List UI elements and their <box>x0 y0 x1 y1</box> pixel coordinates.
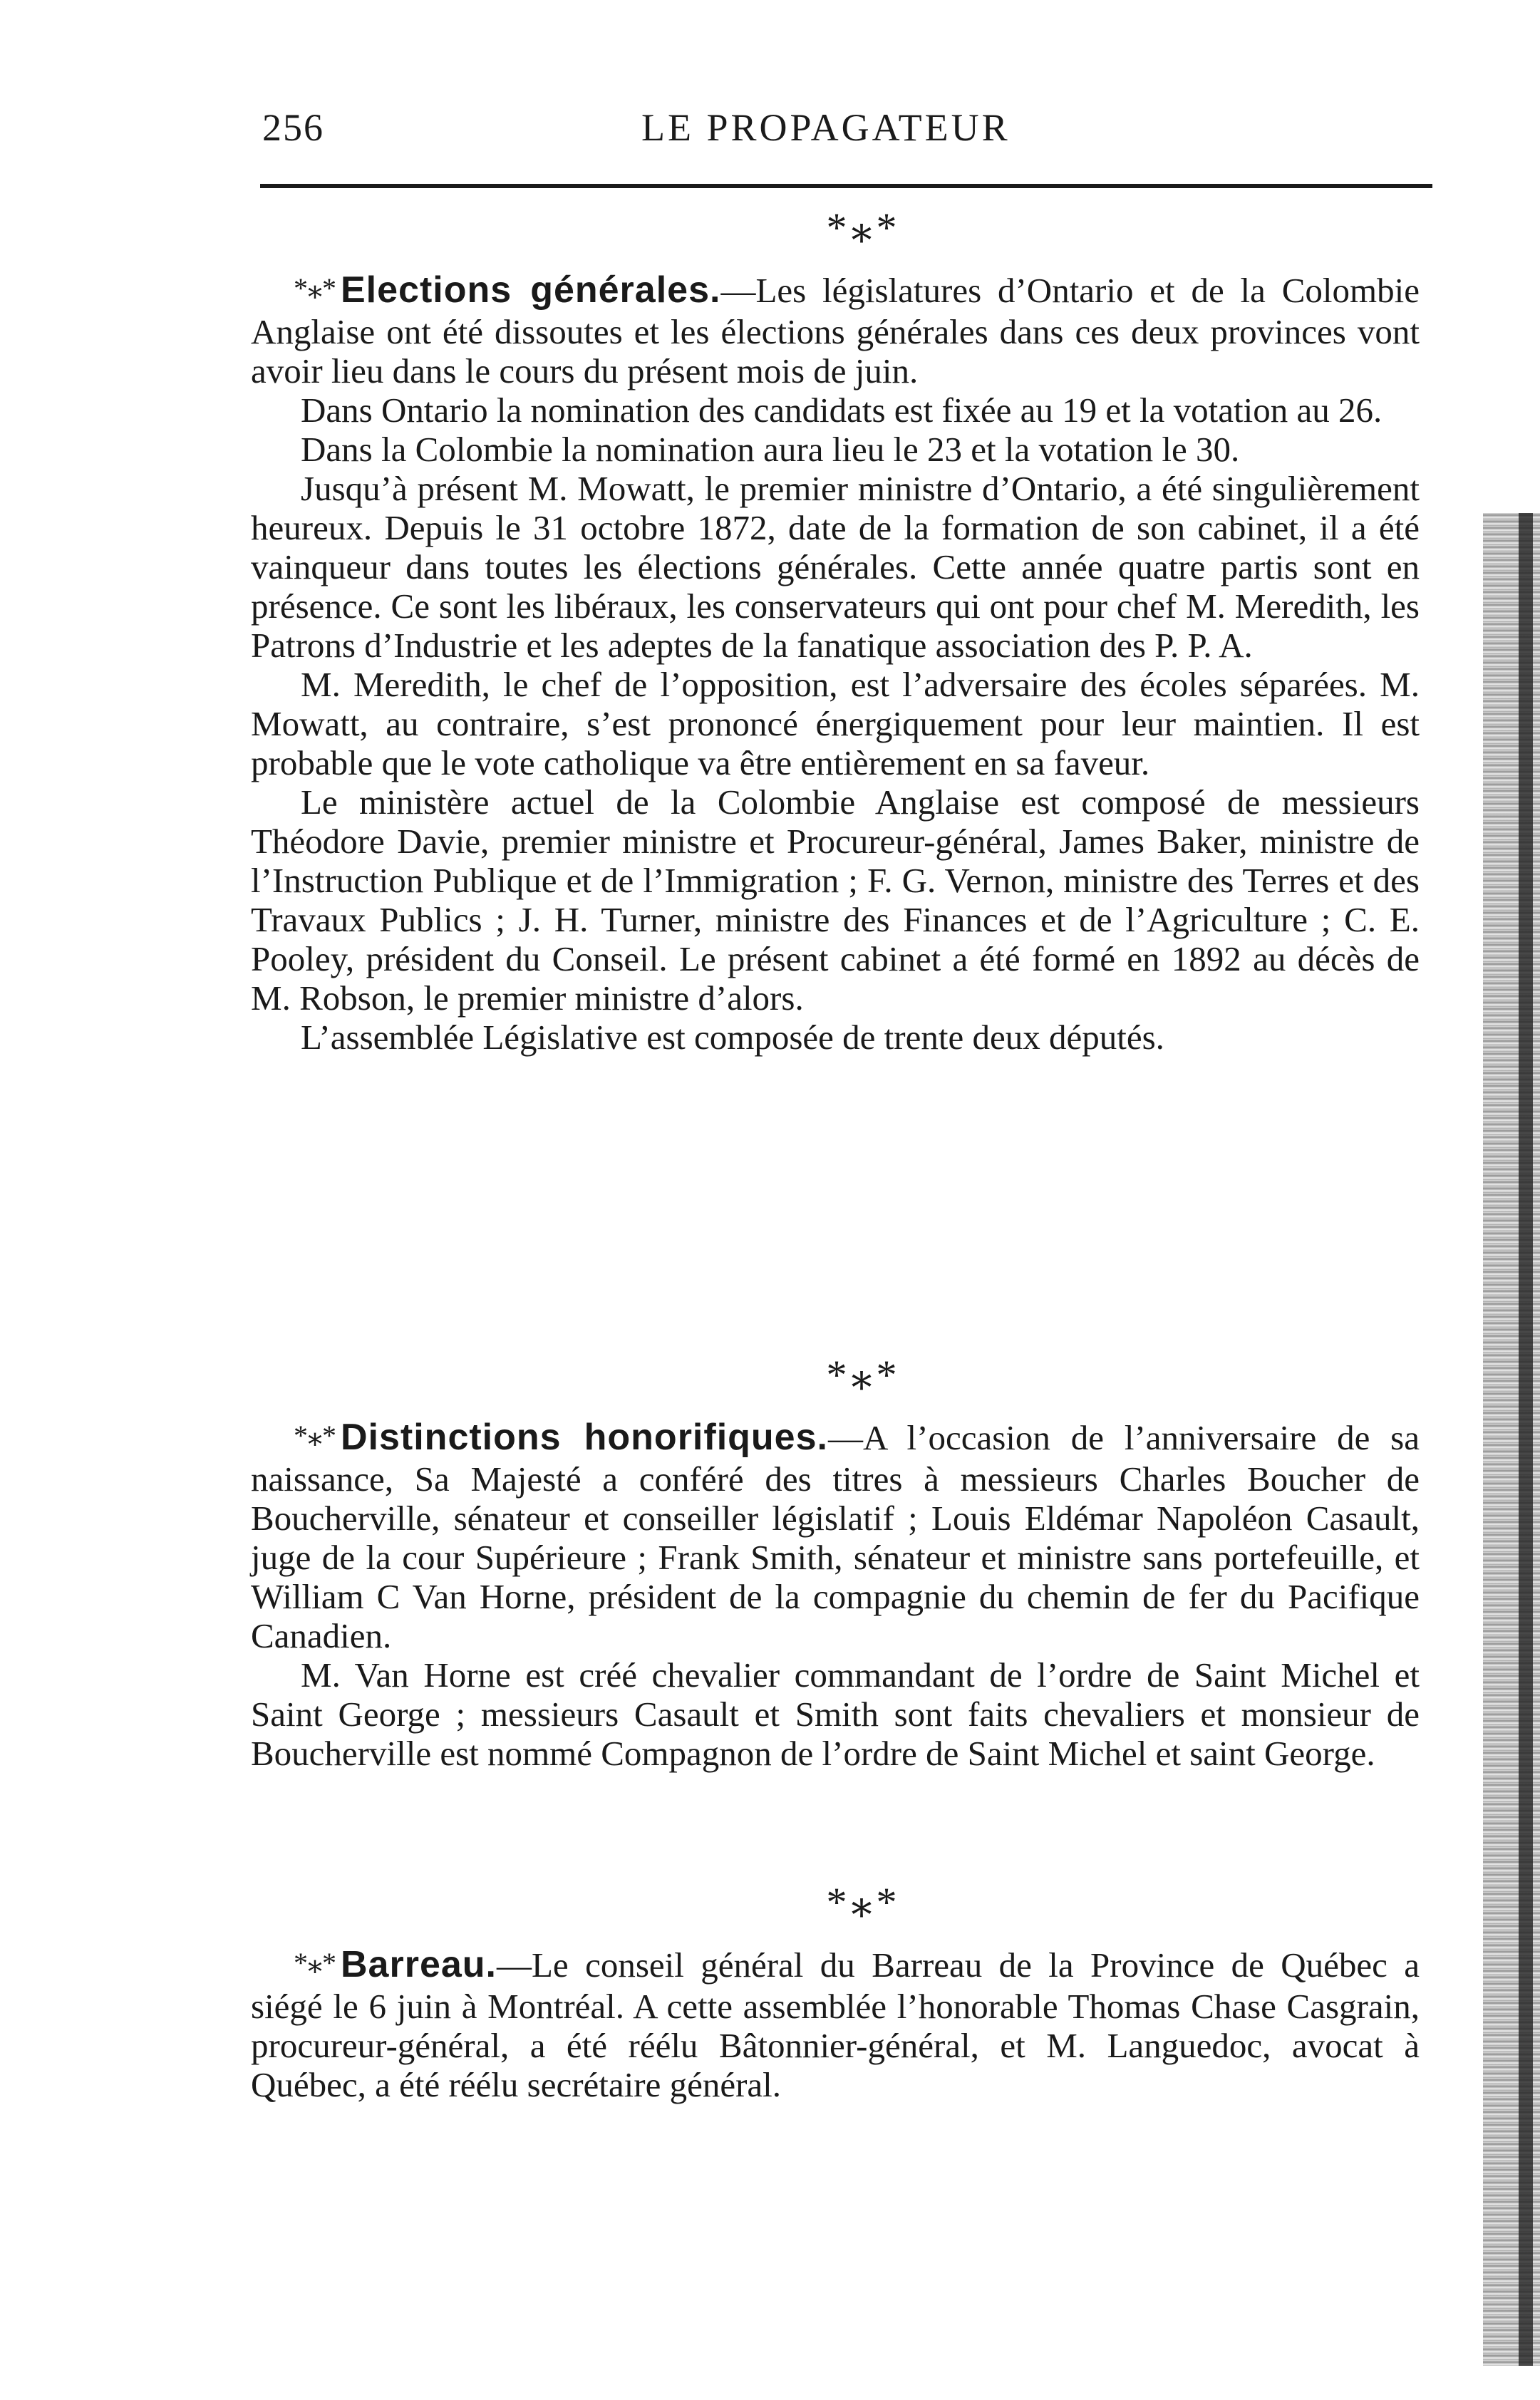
article-barreau <box>251 1881 1420 2104</box>
heading-asterism: *⁎* <box>294 1419 336 1452</box>
article-heading: Distinctions honorifiques. <box>341 1417 828 1458</box>
running-header <box>242 100 1425 150</box>
heading-asterism: *⁎* <box>294 1947 336 1979</box>
paragraph: Jusqu’à présent M. Mowatt, le premier ministre d’Ontario, a été singulièrement heureux. Depuis le 31 octobre 1872, date de la formation de son cabinet, il a été vainqueur dans toutes les élections générales. Cette année quatre partis sont en présence. Ce sont les libéraux, les conservateurs qui ont pour chef M. Meredith, les Patrons d’Industrie et les adeptes de la fanatique association des P. P. A. <box>251 469 1420 665</box>
article-heading: Elections générales. <box>341 269 721 311</box>
paragraph: M. Van Horne est créé chevalier commandant de l’ordre de Saint Michel et Saint George ; messieurs Casault et Smith sont faits chevaliers et monsieur de Boucherville est nommé Compagnon de l’ordre de Saint Michel et saint George. <box>251 1655 1420 1773</box>
paragraph: L’assemblée Législative est composée de trente deux députés. <box>301 1018 1164 1057</box>
paragraph: M. Meredith, le chef de l’opposition, est l’adversaire des écoles séparées. M. Mowatt, au contraire, s’est prononcé énergiquement pour leur maintien. Il est probable que le vote catholique va être entièrement en sa faveur. <box>251 665 1420 782</box>
scanned-page-edge-shadow <box>1519 513 1533 2366</box>
paragraph-text: —Les législatures d’Ontario et de la Colombie Anglaise ont été dissoutes et les élections générales dans ces deux provinces vont avoir lieu dans le cours du présent mois de juin. <box>251 271 1420 390</box>
header-rule <box>260 184 1432 188</box>
paragraph: Le ministère actuel de la Colombie Anglaise est composé de messieurs Théodore Davie, premier ministre et Procureur-général, James Baker, ministre de l’Instruction Publique et de l’Immigration ; F. G. Vernon, ministre des Terres et des Travaux Publics ; J. H. Turner, ministre des Finances et de l’Agriculture ; C. E. Pooley, président du Conseil. Le présent cabinet a été formé en 1892 au décès de M. Robson, le premier ministre d’alors. <box>251 782 1420 1018</box>
article-elections <box>251 207 1420 1057</box>
article-distinctions <box>251 1354 1420 1773</box>
heading-asterism: *⁎* <box>294 272 336 304</box>
paragraph: Dans la Colombie la nomination aura lieu le 23 et la votation le 30. <box>301 430 1240 469</box>
article-heading: Barreau. <box>341 1944 497 1985</box>
journal-title: LE PROPAGATEUR <box>641 106 1011 149</box>
paragraph-text: —Le conseil général du Barreau de la Province de Québec a siégé le 6 juin à Montréal. A cette assemblée l’honorable Thomas Chase Casgrain, procureur-général, a été réélu Bâtonnier-général, et M. Languedoc, avocat à Québec, a été réélu secrétaire général. <box>251 1945 1420 2104</box>
article-lead-paragraph <box>251 271 1420 390</box>
paragraph-text: —A l’occasion de l’anniversaire de sa naissance, Sa Majesté a conféré des titres à messieurs Charles Boucher de Boucherville, sénateur et conseiller législatif ; Louis Eldémar Napoléon Casault, juge de la cour Supérieure ; Frank Smith, sénateur et ministre sans portefeuille, et William C Van Horne, président de la compagnie du chemin de fer du Pacifique Canadien. <box>251 1418 1420 1655</box>
paragraph: Dans Ontario la nomination des candidats est fixée au 19 et la votation au 26. <box>301 390 1383 430</box>
page-number: 256 <box>262 106 324 149</box>
article-lead-paragraph <box>251 1945 1420 2104</box>
section-asterism: *⁎* <box>826 1352 901 1398</box>
section-asterism: *⁎* <box>826 1879 901 1925</box>
article-lead-paragraph <box>251 1418 1420 1655</box>
section-asterism: *⁎* <box>826 205 901 251</box>
